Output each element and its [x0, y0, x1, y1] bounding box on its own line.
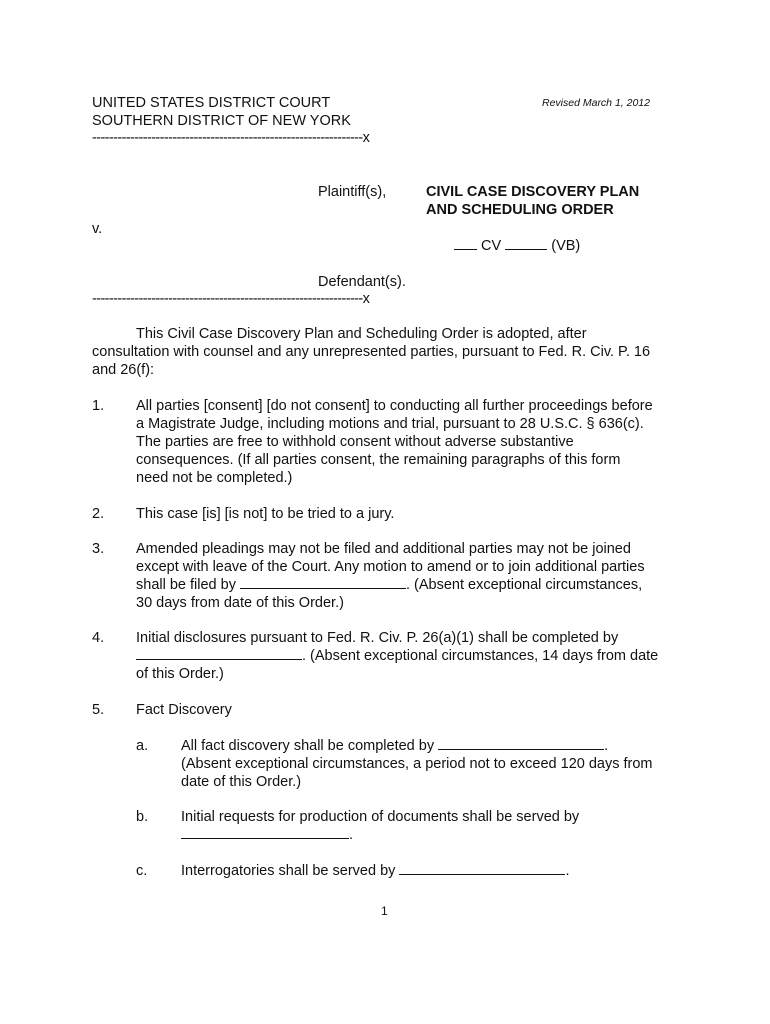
- intro-line1: This Civil Case Discovery Plan and Scheduling Order is adopted, after: [136, 326, 587, 342]
- item4-line1: Initial disclosures pursuant to Fed. R. Civ. P. 26(a)(1) shall be completed by: [136, 630, 619, 646]
- item5c-line1-tail: .: [565, 863, 570, 879]
- item5b-letter: b.: [136, 809, 149, 825]
- item5a-line2: (Absent exceptional circumstances, a period not to exceed 120 days from: [181, 756, 653, 772]
- item1-line4: consequences. (If all parties consent, the remaining paragraphs of this form: [136, 452, 621, 468]
- item1-number: 1.: [92, 398, 105, 414]
- item5b-line1: Initial requests for production of documents shall be served by: [181, 809, 580, 825]
- item5c-letter: c.: [136, 863, 148, 879]
- item5a-line1-tail: .: [604, 738, 609, 754]
- case-number: [454, 237, 580, 255]
- item1-line1: All parties [consent] [do not consent] to conducting all further proceedings before: [136, 398, 653, 414]
- item3-line4: 30 days from date of this Order.): [136, 595, 344, 611]
- item3-number: 3.: [92, 541, 105, 557]
- item4-number: 4.: [92, 630, 105, 646]
- item5c-line1-text: Interrogatories shall be served by: [181, 863, 396, 879]
- document-title-line2: AND SCHEDULING ORDER: [426, 202, 614, 218]
- case-number-blank[interactable]: [505, 237, 547, 250]
- item1-line3: The parties are free to withhold consent without adverse substantive: [136, 434, 574, 450]
- item2-number: 2.: [92, 506, 105, 522]
- item3-line1: Amended pleadings may not be filed and additional parties may not be joined: [136, 541, 631, 557]
- caption-separator-top: ----------------------------------------------------------------x: [92, 130, 370, 146]
- amend-deadline-blank[interactable]: [240, 576, 406, 589]
- item1-line5: need not be completed.): [136, 470, 293, 486]
- intro-line3: and 26(f):: [92, 362, 155, 378]
- item3-line3: [136, 576, 642, 594]
- case-judge-label: (VB): [551, 238, 581, 254]
- item4-line3: of this Order.): [136, 666, 224, 682]
- revised-date: Revised March 1, 2012: [542, 97, 650, 109]
- item5a-line3: date of this Order.): [181, 774, 302, 790]
- item3-line3-text: shall be filed by: [136, 577, 236, 593]
- document-requests-blank[interactable]: [181, 826, 349, 839]
- item5a-line1: [181, 737, 608, 755]
- case-cv-label: CV: [481, 238, 502, 254]
- court-name: UNITED STATES DISTRICT COURT: [92, 95, 331, 111]
- item5-number: 5.: [92, 702, 105, 718]
- defendant-label: Defendant(s).: [318, 274, 406, 290]
- item5c-line1: [181, 862, 569, 880]
- item3-line2: except with leave of the Court. Any motion to amend or to join additional parties: [136, 559, 645, 575]
- intro-line2: consultation with counsel and any unrepresented parties, pursuant to Fed. R. Civ. P. 16: [92, 344, 651, 360]
- page-number: 1: [381, 904, 388, 918]
- plaintiff-label: Plaintiff(s),: [318, 184, 387, 200]
- item5b-line2-tail: .: [349, 827, 354, 843]
- item5b-line2: [181, 826, 353, 844]
- versus-label: v.: [92, 221, 103, 237]
- court-district: SOUTHERN DISTRICT OF NEW YORK: [92, 113, 351, 129]
- caption-separator-bottom: ----------------------------------------------------------------x: [92, 291, 370, 307]
- document-title-line1: CIVIL CASE DISCOVERY PLAN: [426, 184, 640, 200]
- item4-line2-text: . (Absent exceptional circumstances, 14 days from date: [302, 648, 659, 664]
- item2-line1: This case [is] [is not] to be tried to a jury.: [136, 506, 395, 522]
- initial-disclosure-blank[interactable]: [136, 647, 302, 660]
- interrogatories-deadline-blank[interactable]: [399, 862, 565, 875]
- item5a-line1-text: All fact discovery shall be completed by: [181, 738, 435, 754]
- case-year-blank[interactable]: [454, 237, 477, 250]
- item4-line2: [136, 647, 658, 665]
- item5a-letter: a.: [136, 738, 149, 754]
- item3-line3-tail: . (Absent exceptional circumstances,: [405, 577, 643, 593]
- fact-discovery-deadline-blank[interactable]: [438, 737, 604, 750]
- item5-title: Fact Discovery: [136, 702, 232, 718]
- item1-line2: a Magistrate Judge, including motions and trial, pursuant to 28 U.S.C. § 636(c).: [136, 416, 644, 432]
